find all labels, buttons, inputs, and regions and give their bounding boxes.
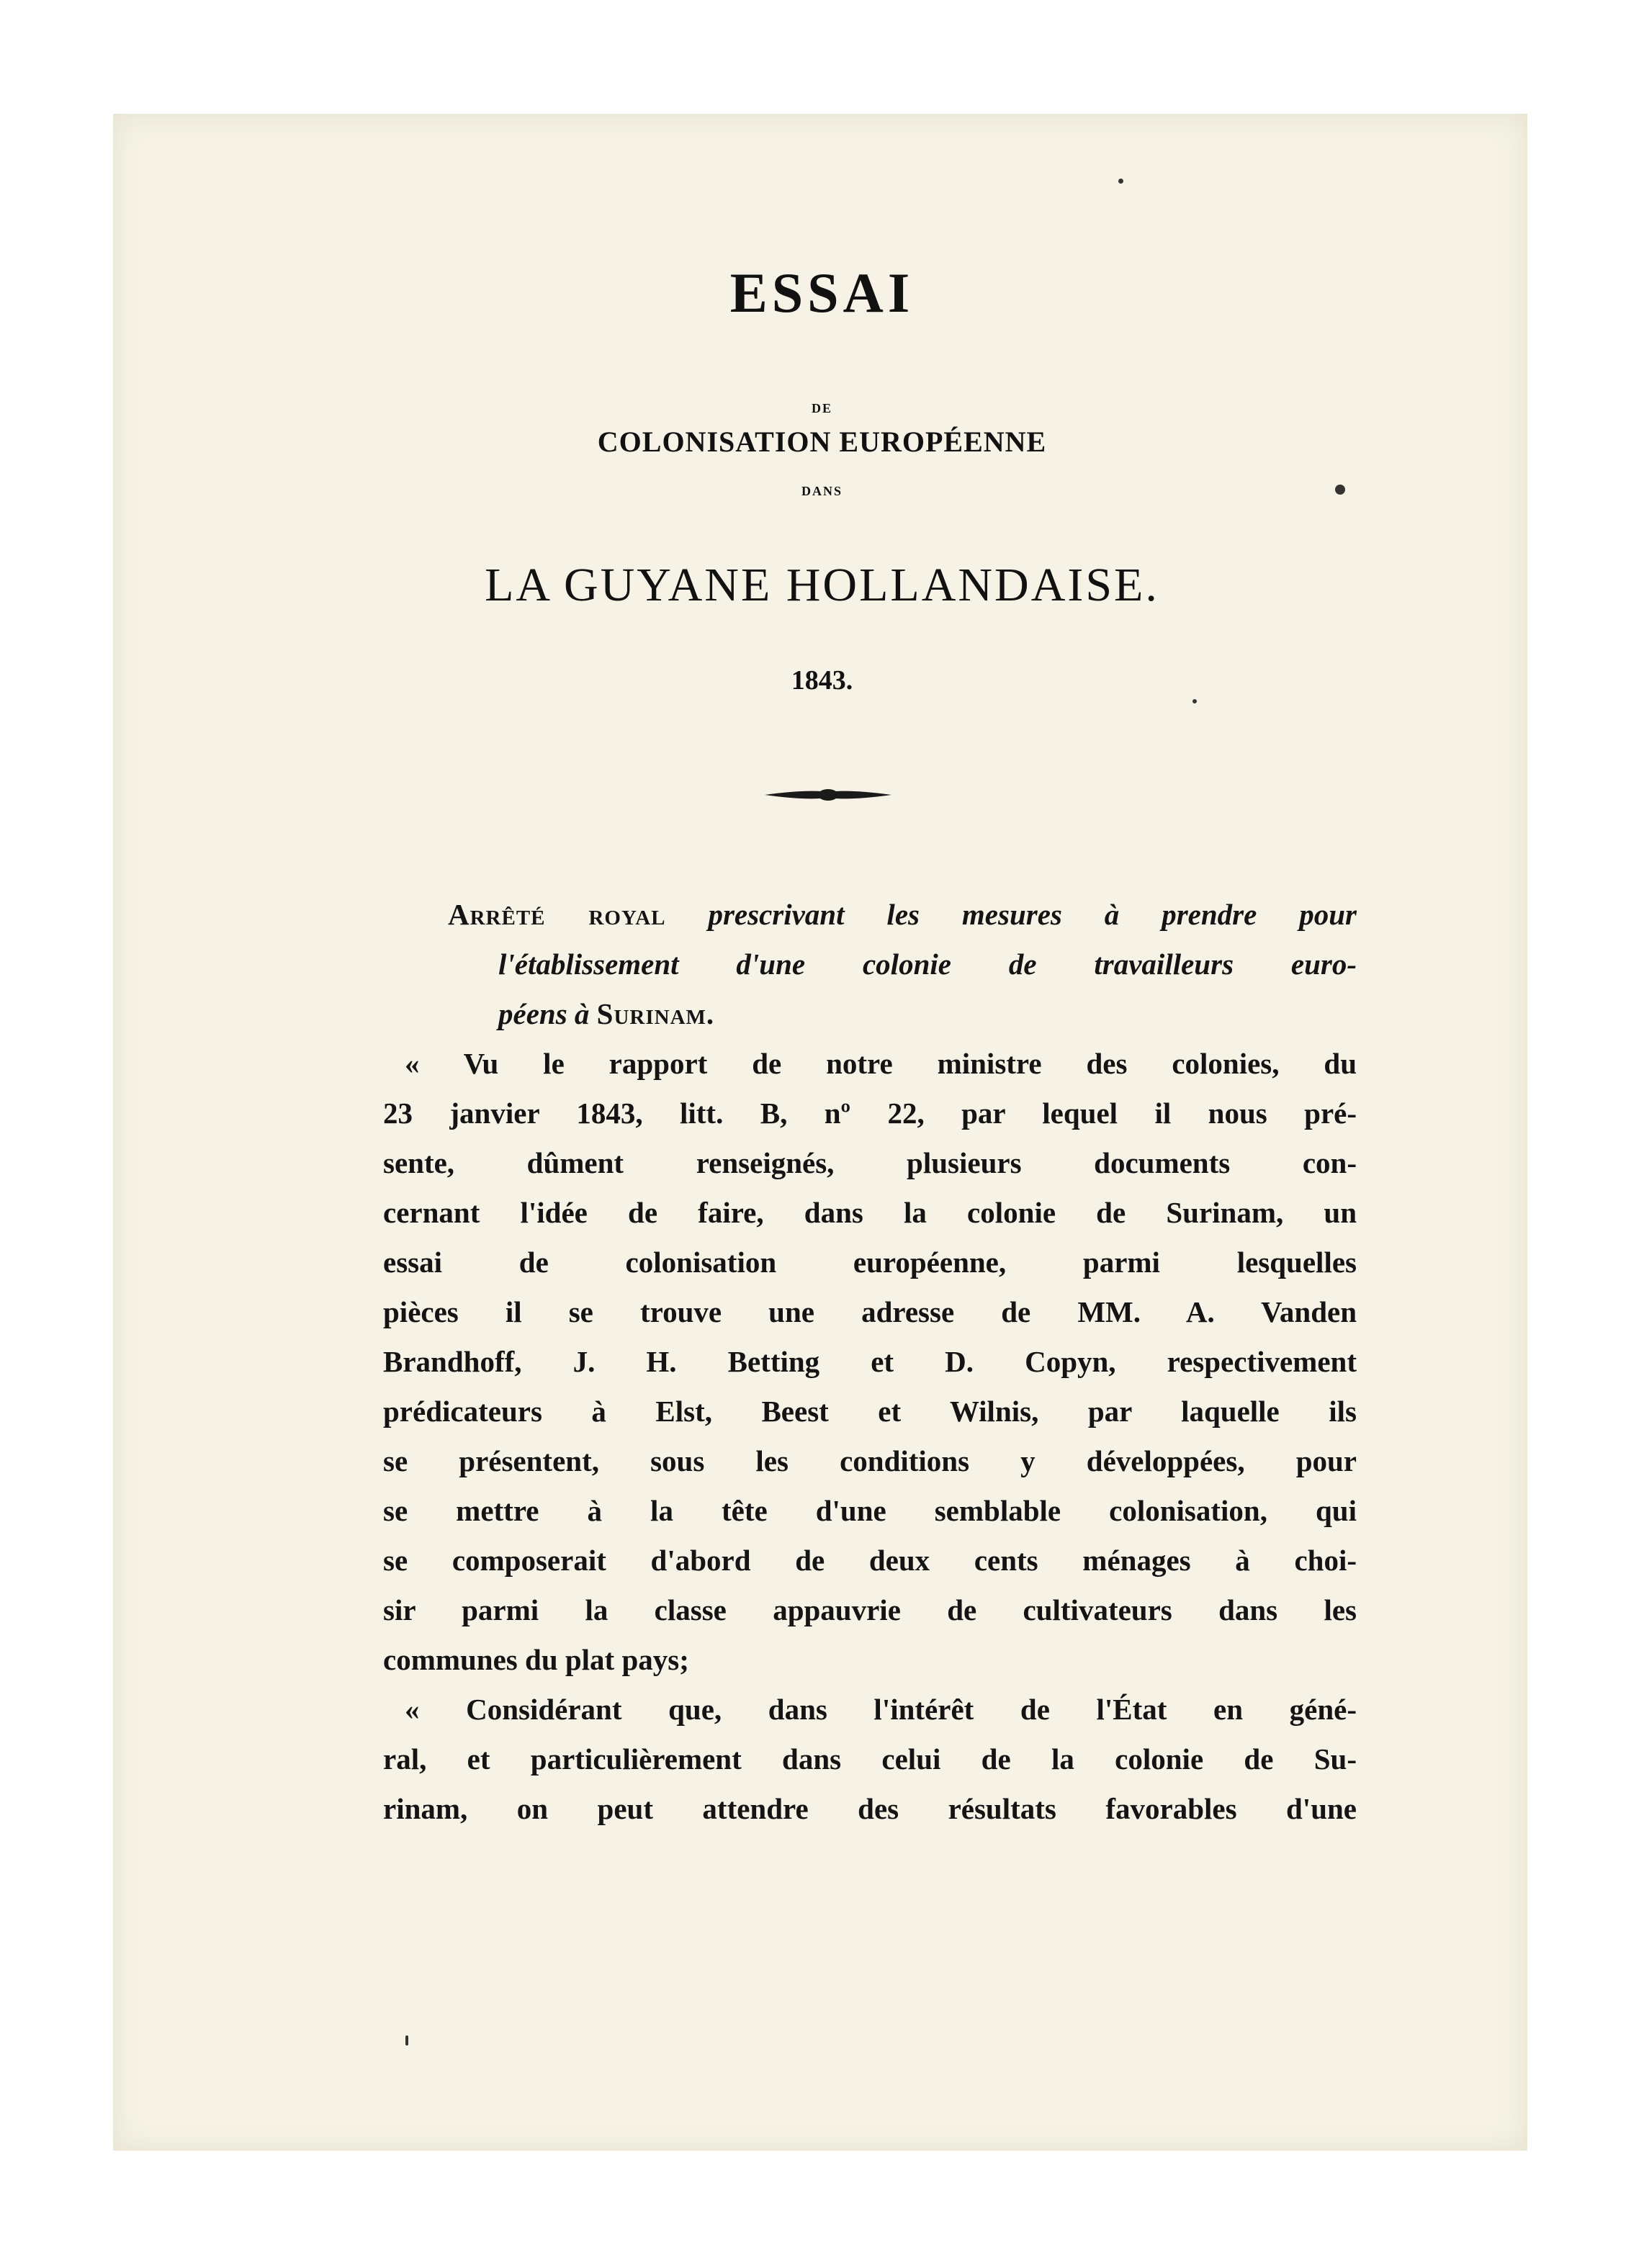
paragraph-line: prédicateurs à Elst, Beest et Wilnis, par laquelle ils — [383, 1395, 1357, 1428]
paragraph-line: se composerait d'abord de deux cents ménages à choi- — [383, 1544, 1357, 1577]
paragraph-line: pièces il se trouve une adresse de MM. A. Vanden — [383, 1295, 1357, 1328]
title-essai: ESSAI — [729, 261, 915, 324]
paragraph-line: sir parmi la classe appauvrie de cultivateurs dans les — [383, 1593, 1357, 1626]
paragraph-line: ral, et particulièrement dans celui de la colonie de Su- — [383, 1742, 1357, 1776]
paragraph-line: se présentent, sous les conditions y développées, pour — [383, 1444, 1357, 1477]
arrete-heading-italic: péens à — [498, 997, 597, 1030]
title-de: DE — [811, 401, 832, 415]
paragraph-line: « Vu le rapport de notre ministre des colonies, du — [405, 1047, 1357, 1080]
arrete-heading-line-1 — [383, 890, 1357, 940]
ink-speck — [1192, 699, 1197, 703]
arrete-label: Arrêté royal — [448, 898, 666, 931]
arrete-heading-text: prescrivant les mesures à prendre pour — [665, 898, 1357, 931]
paragraph-line: essai de colonisation européenne, parmi lesquelles — [383, 1246, 1357, 1279]
arrete-place: Surinam. — [596, 997, 715, 1030]
title-colonisation: COLONISATION EUROPÉENNE — [597, 426, 1047, 458]
paragraph-line: communes du plat pays; — [383, 1643, 689, 1676]
paragraph-line: se mettre à la tête d'une semblable colonisation, qui — [383, 1494, 1357, 1527]
arrete-heading-line-2: l'établissement d'une colonie de travailleurs euro- — [498, 948, 1357, 981]
paragraph-line: cernant l'idée de faire, dans la colonie de Surinam, un — [383, 1196, 1357, 1229]
paragraph-line: Brandhoff, J. H. Betting et D. Copyn, respectivement — [383, 1345, 1357, 1378]
ornament-divider — [763, 786, 893, 804]
paragraph-line: rinam, on peut attendre des résultats favorables d'une — [383, 1792, 1357, 1825]
document-body — [383, 890, 1357, 1834]
paragraph-line: 23 janvier 1843, litt. B, nº 22, par lequel il nous pré- — [383, 1097, 1357, 1130]
paragraph-line: sente, dûment renseignés, plusieurs documents con- — [383, 1146, 1357, 1179]
title-dans: DANS — [801, 484, 843, 498]
arrete-heading-line-3 — [383, 989, 1357, 1039]
paragraph-line: « Considérant que, dans l'intérêt de l'État en géné- — [405, 1693, 1357, 1726]
ink-speck — [1118, 179, 1123, 184]
title-year: 1843. — [791, 665, 853, 696]
ink-speck — [405, 2035, 408, 2046]
title-guyane: LA GUYANE HOLLANDAISE. — [485, 559, 1159, 611]
